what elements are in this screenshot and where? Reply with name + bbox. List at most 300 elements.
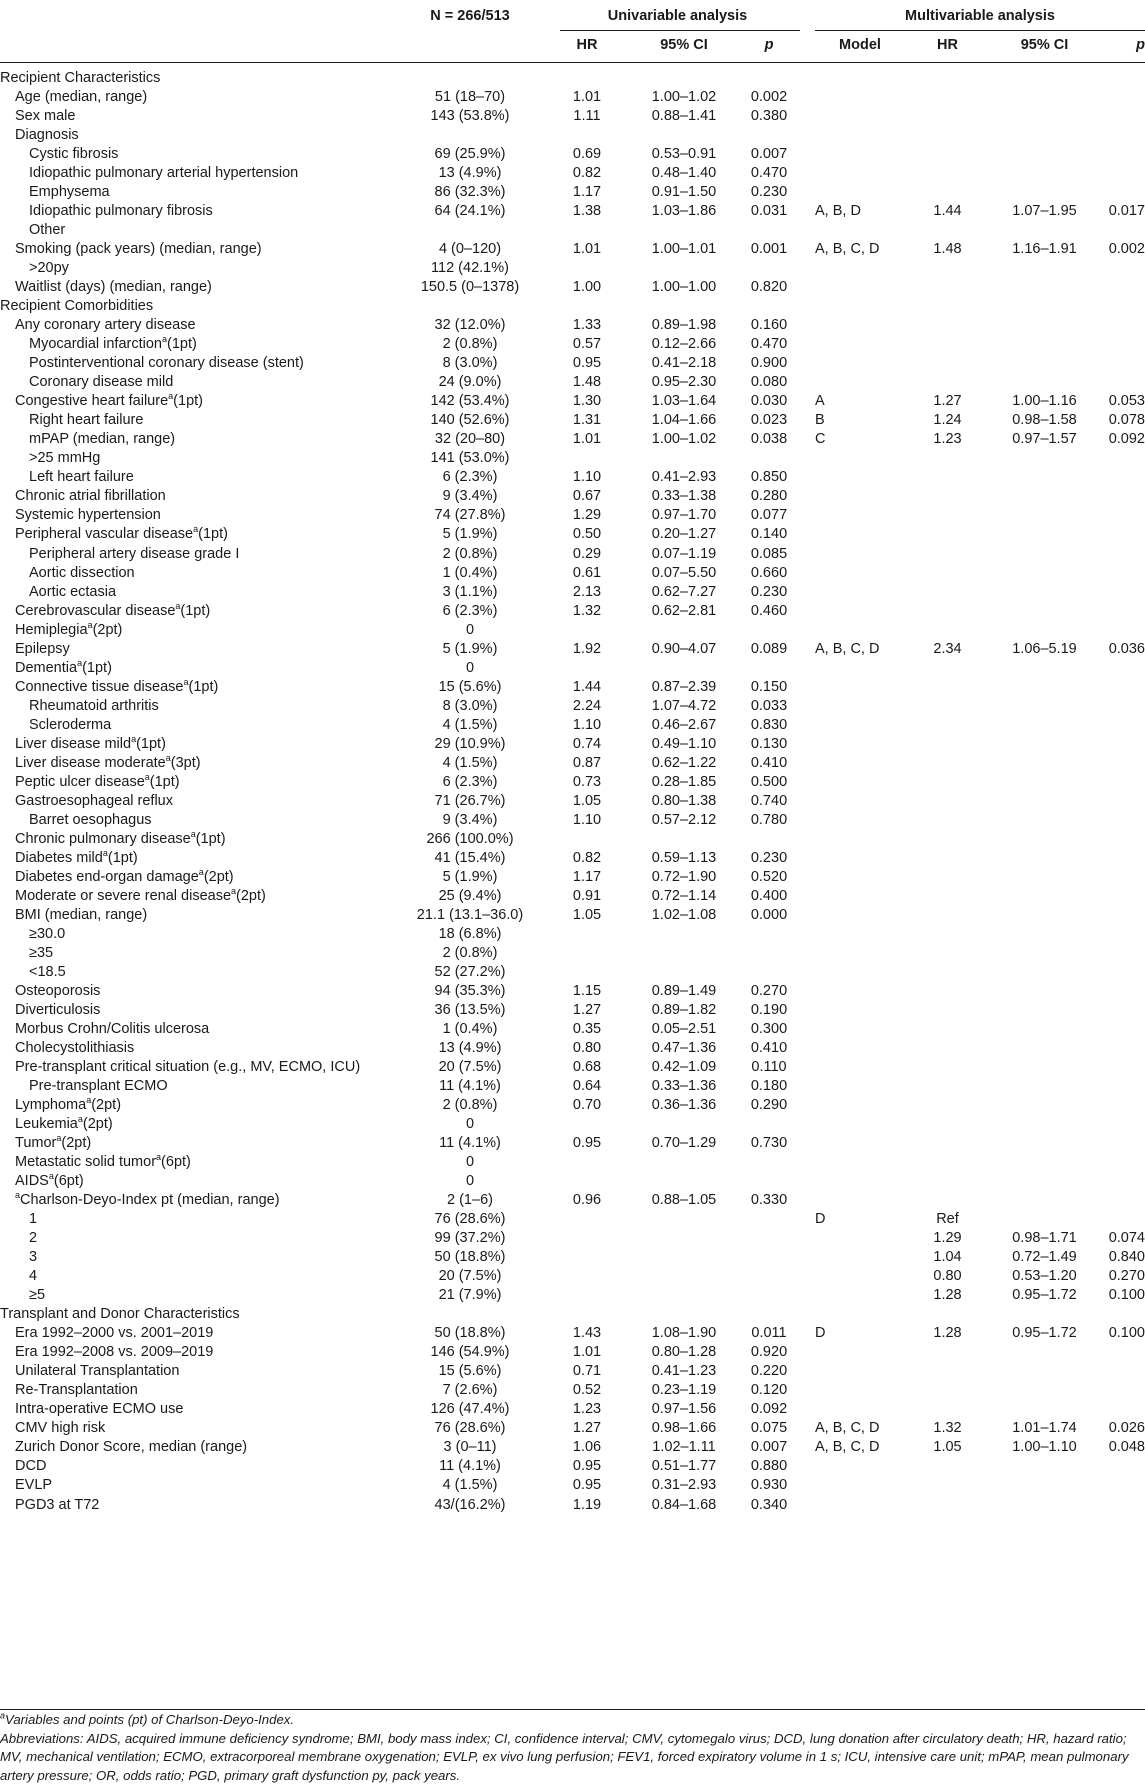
table-row: [0, 1019, 1145, 1040]
cell-n: 50 (18.8%): [434, 1325, 506, 1342]
cell-p: 0.038: [750, 431, 788, 448]
cell-ci: 0.72–1.14: [651, 887, 717, 904]
table-row: [0, 962, 1145, 983]
row-label: [15, 1475, 52, 1496]
row-label: [15, 1323, 213, 1344]
cell-p: 0.007: [750, 146, 788, 163]
cell-n: 5 (1.9%): [442, 868, 498, 885]
cell-p: 0.820: [750, 279, 788, 296]
row-label-text: Intra-operative ECMO use: [15, 1401, 184, 1418]
table-row: [0, 87, 1145, 108]
cell-hr: 0.69: [572, 146, 602, 163]
row-label-text: Emphysema: [29, 184, 110, 201]
cell-mp: 0.092: [1108, 431, 1145, 448]
cell-mci: 0.53–1.20: [1012, 1268, 1077, 1285]
header-bottom-rule: [0, 62, 1145, 63]
row-label-text: ≥35: [29, 944, 54, 961]
cell-n: 99 (37.2%): [434, 1230, 506, 1247]
cell-mci: 0.97–1.57: [1012, 431, 1077, 448]
cell-n: 6 (2.3%): [442, 602, 498, 619]
cell-mhr: 1.24: [933, 412, 962, 429]
row-label-text: Other: [29, 222, 66, 239]
cell-n: 24 (9.0%): [438, 374, 502, 391]
cell-p: 0.470: [750, 165, 788, 182]
cell-ci: 0.41–2.18: [651, 355, 717, 372]
cell-mci: 0.95–1.72: [1012, 1287, 1077, 1304]
cell-n: 142 (53.4%): [430, 393, 510, 410]
cell-ci: 0.62–7.27: [651, 583, 717, 600]
cell-p: 0.023: [750, 412, 788, 429]
cell-model: A, B, C, D: [815, 640, 880, 657]
cell-n: 11 (4.1%): [439, 1135, 501, 1152]
row-label-text: Diverticulosis: [15, 1001, 101, 1018]
row-label-suffix: (2pt): [61, 1135, 92, 1152]
row-label: [29, 258, 69, 279]
row-label: [15, 1190, 280, 1211]
cell-n: 3 (1.1%): [442, 583, 498, 600]
footnote-marker: a: [86, 1095, 92, 1106]
cell-mp: 0.002: [1108, 241, 1145, 258]
table-row: [0, 144, 1145, 165]
cell-hr: 1.38: [572, 203, 602, 220]
cell-ci: 0.91–1.50: [651, 184, 717, 201]
cell-hr: 1.00: [572, 279, 602, 296]
row-label: [15, 87, 147, 108]
cell-model: A, B, C, D: [815, 241, 880, 258]
footnote-marker: a: [231, 886, 237, 897]
cell-p: 0.780: [750, 811, 788, 828]
cell-n: 76 (28.6%): [434, 1211, 506, 1228]
footnote-marker: a: [190, 828, 196, 839]
cell-ci: 1.00–1.02: [651, 89, 717, 106]
cell-p: 0.340: [750, 1496, 788, 1513]
cell-n: 1 (0.4%): [442, 564, 498, 581]
cell-hr: 1.06: [572, 1439, 602, 1456]
cell-hr: 0.91: [572, 887, 602, 904]
row-label: [29, 220, 65, 241]
table-row: [0, 505, 1145, 526]
row-label-text: Peptic ulcer disease: [15, 773, 145, 790]
table-row: [0, 772, 1145, 793]
cell-ci: 1.02–1.08: [651, 906, 717, 923]
row-label: [15, 1361, 179, 1382]
cell-ci: 0.62–2.81: [651, 602, 717, 619]
cell-n: 32 (12.0%): [434, 317, 506, 334]
cell-hr: 1.23: [572, 1401, 602, 1418]
footnote-marker: a: [168, 391, 174, 402]
cell-n: 69 (25.9%): [434, 146, 506, 163]
row-label-text: EVLP: [15, 1477, 53, 1494]
row-label-text: Peripheral vascular disease: [15, 526, 194, 543]
row-label-text: BMI (median, range): [15, 906, 148, 923]
cell-ci: 0.88–1.05: [651, 1192, 717, 1209]
cell-ci: 0.05–2.51: [651, 1021, 717, 1037]
row-label: [15, 905, 147, 926]
row-label-suffix: (1pt): [149, 773, 180, 790]
cell-ci: 0.62–1.22: [651, 754, 717, 771]
cell-n: 7 (2.6%): [442, 1382, 498, 1399]
cell-mhr: 1.44: [933, 203, 962, 220]
row-label-suffix: (1pt): [173, 393, 203, 410]
cell-n: 9 (3.4%): [442, 488, 498, 505]
cell-p: 0.000: [750, 906, 788, 923]
cell-hr: 1.32: [572, 602, 602, 619]
cell-n: 15 (5.6%): [438, 1363, 502, 1380]
row-label-text: Aortic dissection: [29, 564, 135, 581]
row-label: [15, 106, 75, 127]
cell-p: 0.220: [750, 1363, 788, 1380]
cell-ci: 0.42–1.09: [651, 1059, 717, 1076]
row-label-text: Postinterventional coronary disease (stent): [29, 355, 304, 372]
row-label-suffix: (1pt): [195, 830, 226, 847]
row-label-text: Chronic pulmonary disease: [15, 830, 191, 847]
row-label: [29, 924, 65, 945]
header-multivariable: Multivariable analysis: [905, 8, 1055, 24]
cell-p: 0.080: [750, 374, 788, 391]
footnote-marker: a: [165, 752, 171, 763]
cell-n: 21 (7.9%): [438, 1287, 502, 1304]
row-label: [15, 753, 201, 774]
cell-p: 0.830: [750, 716, 788, 733]
cell-mp: 0.053: [1108, 393, 1145, 410]
row-label-text: Osteoporosis: [15, 982, 101, 999]
row-label: [29, 582, 116, 603]
cell-n: 112 (42.1%): [431, 260, 509, 277]
table-row: [0, 1399, 1145, 1420]
header-mci: 95% CI: [1020, 37, 1069, 53]
cell-hr: 1.17: [572, 184, 602, 201]
cell-ci: 0.51–1.77: [651, 1458, 717, 1475]
row-label-suffix: (1pt): [82, 659, 112, 676]
table-row: [0, 1247, 1145, 1268]
row-label: [15, 1019, 209, 1040]
cell-mhr: 1.29: [933, 1230, 962, 1247]
table-row: [0, 220, 1145, 241]
row-label: [15, 315, 196, 336]
table-row: [0, 1076, 1145, 1097]
header-p: p: [764, 37, 774, 53]
row-label-text: Barret oesophagus: [29, 811, 152, 828]
cell-ci: 0.97–1.70: [651, 507, 717, 524]
table-row: [0, 467, 1145, 488]
row-label: [15, 125, 79, 146]
cell-n: 20 (7.5%): [438, 1059, 502, 1076]
cell-hr: 0.82: [572, 165, 602, 182]
row-label-text: Peripheral artery disease grade I: [29, 545, 240, 562]
cell-ci: 0.48–1.40: [651, 165, 717, 182]
table-row: [0, 1342, 1145, 1363]
row-label-text: >20py: [29, 260, 69, 277]
row-label: [15, 1152, 191, 1173]
cell-ci: 0.57–2.12: [651, 811, 717, 828]
table-row: [0, 201, 1145, 222]
row-label: [29, 353, 304, 374]
row-label: [29, 182, 110, 203]
row-label-suffix: (1pt): [107, 849, 138, 866]
table-row: [0, 1495, 1145, 1516]
row-label-suffix: (1pt): [180, 602, 211, 619]
cell-ci: 0.84–1.68: [651, 1496, 717, 1513]
cell-n: 0: [465, 1116, 475, 1133]
cell-hr: 1.27: [572, 1001, 602, 1018]
cell-mhr: 1.28: [933, 1325, 962, 1342]
cell-p: 0.460: [750, 602, 788, 619]
cell-mp: 0.026: [1108, 1420, 1145, 1437]
table-row: [0, 639, 1145, 660]
table-row: [0, 1266, 1145, 1287]
cell-ci: 1.08–1.90: [651, 1325, 717, 1342]
cell-hr: 1.01: [572, 431, 602, 448]
row-label-text: >25 mmHg: [29, 450, 101, 467]
cell-hr: 1.19: [572, 1496, 602, 1513]
footnote-marker: a: [156, 1152, 162, 1163]
cell-mci: 0.98–1.58: [1012, 412, 1077, 429]
table-row: [0, 353, 1145, 374]
table-row: [0, 1038, 1145, 1059]
row-label: [15, 1418, 105, 1439]
cell-ci: 0.98–1.66: [651, 1420, 717, 1437]
cell-hr: 0.64: [572, 1078, 602, 1095]
cell-hr: 0.50: [572, 526, 602, 543]
row-label-text: Pre-transplant ECMO: [29, 1078, 168, 1095]
row-label-text: Recipient Characteristics: [0, 70, 161, 86]
row-label: [15, 677, 218, 698]
cell-ci: 0.88–1.41: [651, 108, 717, 125]
cell-p: 0.410: [750, 754, 788, 771]
cell-ci: 0.33–1.38: [651, 488, 717, 505]
row-label-text: Moderate or severe renal disease: [15, 887, 232, 904]
table-row: [0, 1190, 1145, 1211]
cell-hr: 0.67: [572, 488, 602, 505]
cell-n: 5 (1.9%): [442, 640, 498, 657]
table-bottom-rule: [0, 1709, 1145, 1710]
row-label: [29, 372, 173, 393]
row-label-text: Leukemia: [15, 1116, 78, 1133]
row-label-text: ≥30.0: [29, 925, 66, 942]
table-row: [0, 734, 1145, 755]
row-label: [15, 1171, 84, 1192]
row-label-text: Tumor: [15, 1135, 57, 1152]
cell-ci: 0.23–1.19: [651, 1382, 717, 1399]
cell-n: 8 (3.0%): [442, 355, 498, 372]
cell-hr: 0.68: [572, 1059, 602, 1076]
cell-ci: 0.41–2.93: [651, 469, 717, 486]
cell-n: 146 (54.9%): [430, 1344, 510, 1361]
row-label-suffix: (1pt): [198, 526, 228, 543]
cell-n: 76 (28.6%): [434, 1420, 506, 1437]
cell-p: 0.160: [750, 317, 788, 334]
table-row: [0, 696, 1145, 717]
section-header-row: [0, 296, 1145, 317]
row-label: [15, 791, 173, 812]
row-label-text: Liver disease moderate: [15, 754, 166, 771]
row-label: [29, 1209, 37, 1230]
cell-n: 150.5 (0–1378): [420, 279, 520, 296]
table-row: [0, 582, 1145, 603]
cell-ci: 0.36–1.36: [651, 1097, 717, 1114]
table-row: [0, 1152, 1145, 1173]
row-label-text: 1: [29, 1211, 38, 1228]
row-label: [15, 734, 166, 755]
row-label-text: Idiopathic pulmonary fibrosis: [29, 203, 213, 220]
row-label-text: Cerebrovascular disease: [15, 602, 176, 619]
cell-n: 52 (27.2%): [434, 963, 506, 980]
row-label: [15, 1038, 134, 1059]
row-label-text: AIDS: [15, 1173, 49, 1190]
table-row: [0, 372, 1145, 393]
row-label: [15, 486, 166, 507]
cell-hr: 0.82: [572, 849, 602, 866]
row-label-text: Liver disease mild: [15, 735, 132, 752]
cell-mhr: 1.27: [933, 393, 962, 410]
cell-p: 0.400: [750, 887, 788, 904]
row-label-text: 4: [29, 1268, 38, 1285]
cell-mci: 1.00–1.16: [1012, 393, 1077, 410]
table-row: [0, 905, 1145, 926]
row-label-text: DCD: [15, 1458, 47, 1475]
cell-p: 0.075: [750, 1420, 788, 1437]
cell-p: 0.120: [750, 1382, 788, 1399]
cell-mci: 1.07–1.95: [1012, 203, 1077, 220]
cell-ci: 0.89–1.82: [651, 1001, 717, 1018]
footnote-marker: a: [15, 1190, 21, 1201]
cell-p: 0.300: [750, 1021, 788, 1037]
footnote-marker: a: [193, 524, 199, 535]
cell-hr: 0.57: [572, 336, 602, 353]
cell-hr: 1.01: [572, 89, 602, 106]
row-label: [15, 1095, 121, 1116]
cell-model: A, B, D: [815, 203, 861, 220]
cell-p: 0.470: [750, 336, 788, 353]
row-label-suffix: (1pt): [167, 336, 197, 353]
cell-p: 0.290: [750, 1097, 788, 1114]
cell-ci: 0.95–2.30: [651, 374, 717, 391]
cell-ci: 0.49–1.10: [651, 735, 717, 752]
cell-ci: 0.59–1.13: [651, 849, 717, 866]
table-row: [0, 1228, 1145, 1249]
cell-p: 0.130: [750, 735, 788, 752]
table-row: [0, 1114, 1145, 1135]
cell-ci: 1.04–1.66: [651, 412, 717, 429]
cell-hr: 1.29: [572, 507, 602, 524]
cell-hr: 0.70: [572, 1097, 602, 1114]
cell-n: 71 (26.7%): [434, 792, 506, 809]
cell-hr: 0.95: [572, 1135, 602, 1152]
cell-p: 0.180: [750, 1078, 788, 1095]
cell-n: 2 (0.8%): [442, 1097, 498, 1114]
cell-ci: 0.80–1.28: [651, 1344, 717, 1361]
row-label-text: Chronic atrial fibrillation: [15, 488, 166, 505]
row-label: [15, 524, 228, 545]
cell-hr: 2.24: [572, 697, 602, 714]
row-label: [29, 448, 100, 469]
row-label: [29, 1247, 37, 1268]
table-row: [0, 1285, 1145, 1306]
cell-mp: 0.840: [1108, 1249, 1145, 1266]
header-mhr: HR: [937, 37, 958, 53]
row-label: [29, 467, 134, 488]
cell-n: 32 (20–80): [434, 431, 506, 448]
cell-mhr: 1.23: [933, 431, 962, 448]
cell-hr: 1.31: [572, 412, 602, 429]
footnote-marker: a: [131, 733, 137, 744]
table-row: [0, 848, 1145, 869]
row-label-text: Coronary disease mild: [29, 374, 174, 391]
cell-mci: 1.06–5.19: [1012, 640, 1077, 657]
row-label-suffix: Charlson-Deyo-Index pt (median, range): [20, 1192, 280, 1209]
table-row: [0, 391, 1145, 412]
cell-p: 0.930: [750, 1477, 788, 1494]
cell-hr: 0.52: [572, 1382, 602, 1399]
table-row: [0, 620, 1145, 641]
cell-p: 0.190: [750, 1001, 788, 1018]
cell-mp: 0.100: [1108, 1325, 1145, 1342]
row-label-text: Aortic ectasia: [29, 583, 117, 600]
row-label-suffix: (1pt): [188, 678, 219, 695]
cell-n: 2 (0.8%): [442, 336, 498, 353]
row-label: [15, 1114, 113, 1135]
row-label-text: Lymphoma: [15, 1097, 87, 1114]
table-row: [0, 1380, 1145, 1401]
row-label-text: Zurich Donor Score, median (range): [15, 1439, 248, 1456]
cell-mp: 0.270: [1108, 1268, 1145, 1285]
cell-n: 4 (1.5%): [442, 754, 498, 771]
row-label-suffix: (6pt): [53, 1173, 84, 1190]
row-label: [29, 163, 298, 184]
table-row: [0, 829, 1145, 850]
table-row: [0, 1095, 1145, 1116]
cell-n: 11 (4.1%): [439, 1458, 501, 1475]
row-label: [15, 772, 180, 793]
header-n: N = 266/513: [430, 8, 510, 24]
cell-mci: 0.72–1.49: [1012, 1249, 1077, 1266]
cell-p: 0.500: [750, 773, 788, 790]
cell-p: 0.280: [750, 488, 788, 505]
row-label: [15, 505, 161, 526]
row-label: [15, 658, 112, 679]
row-label-text: ≥5: [29, 1287, 46, 1304]
cell-hr: 1.92: [572, 640, 602, 657]
cell-ci: 1.00–1.01: [651, 241, 717, 258]
cell-n: 74 (27.8%): [434, 507, 506, 524]
row-label: [29, 563, 135, 584]
cell-mci: 1.16–1.91: [1012, 241, 1077, 258]
table-row: [0, 486, 1145, 507]
row-label-suffix: (2pt): [236, 887, 266, 904]
cell-ci: 0.31–2.93: [651, 1477, 717, 1494]
row-label: [15, 639, 70, 660]
table-row: [0, 410, 1145, 431]
cell-ci: 0.28–1.85: [651, 773, 717, 790]
cell-hr: 1.10: [572, 469, 602, 486]
cell-hr: 2.13: [572, 583, 602, 600]
row-label: [15, 239, 262, 260]
cell-ci: 0.89–1.49: [651, 982, 717, 999]
cell-n: 143 (53.8%): [430, 108, 510, 125]
cell-mp: 0.078: [1108, 412, 1145, 429]
cell-hr: 0.74: [572, 735, 602, 752]
row-label: [29, 1266, 37, 1287]
cell-hr: 0.61: [572, 564, 602, 581]
row-label: [29, 410, 143, 431]
cell-p: 0.092: [750, 1401, 788, 1418]
cell-mhr: 0.80: [933, 1268, 962, 1285]
row-label-text: Era 1992–2000 vs. 2001–2019: [15, 1325, 214, 1342]
cell-mhr: 1.05: [933, 1439, 962, 1456]
cell-ci: 0.12–2.66: [651, 336, 717, 353]
cell-p: 0.880: [750, 1458, 788, 1475]
row-label-suffix: (3pt): [170, 754, 201, 771]
